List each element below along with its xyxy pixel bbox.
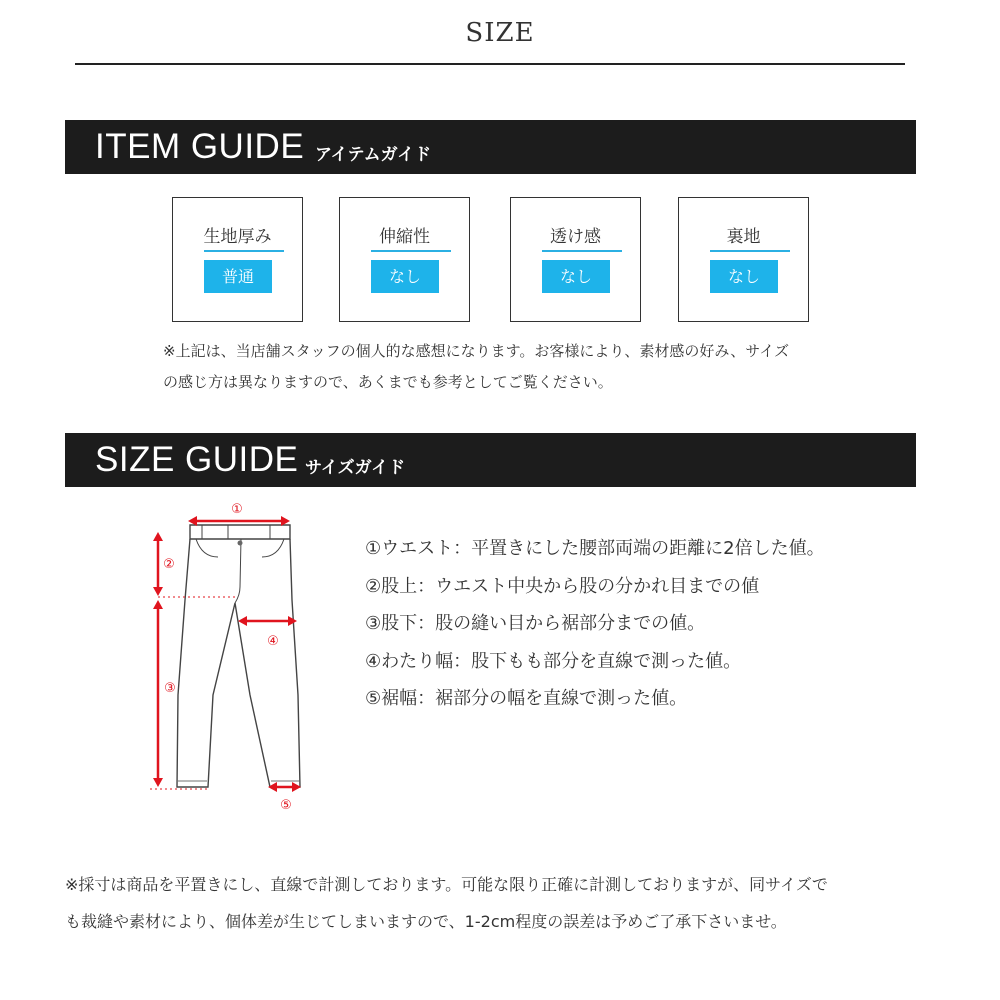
size-item-rise: ②股上：ウエスト中央から股の分かれ目までの値	[365, 575, 760, 597]
size-item-waist: ①ウエスト：平置きにした腰部両端の距離に2倍した値。	[365, 538, 825, 559]
guide-card-stretch	[339, 197, 470, 322]
button-icon	[238, 541, 243, 546]
card-divider	[542, 250, 622, 252]
size-item-hem: ⑤裾幅：裾部分の幅を直線で測った値。	[365, 688, 688, 710]
card-label: 透け感	[550, 227, 601, 247]
item-guide-note-line-2: の感じ方は異なりますので、あくまでも参考としてご覧ください。	[163, 373, 613, 391]
item-guide-subtitle: アイテムガイド	[315, 145, 432, 165]
item-guide-title: ITEM GUIDE	[95, 127, 305, 166]
title-divider	[75, 63, 905, 65]
jeans-measurement-diagram	[140, 495, 315, 820]
card-label: 裏地	[726, 227, 761, 247]
marker-4: ④	[267, 634, 279, 649]
card-value-badge: 普通	[204, 260, 272, 293]
footer-note-line-1: ※採寸は商品を平置きにし、直線で計測しております。可能な限り正確に計測しておりますが、同サイズで	[65, 875, 828, 894]
marker-5: ⑤	[280, 798, 292, 813]
size-item-inseam: ③股下：股の縫い目から裾部分までの値。	[365, 613, 706, 635]
guide-card-lining	[678, 197, 809, 322]
size-guide-subtitle: サイズガイド	[305, 458, 406, 478]
card-divider	[371, 250, 451, 252]
card-label: 伸縮性	[379, 227, 430, 247]
marker-2: ②	[163, 557, 175, 572]
item-guide-banner	[65, 120, 916, 174]
marker-1: ①	[231, 502, 243, 517]
card-label: 生地厚み	[203, 227, 272, 247]
marker-3: ③	[164, 681, 176, 696]
card-value-badge: なし	[371, 260, 439, 293]
card-divider	[710, 250, 790, 252]
waistband-outline	[190, 525, 290, 539]
item-guide-note-line-1: ※上記は、当店舗スタッフの個人的な感想になります。お客様により、素材感の好み、サイズ	[163, 342, 790, 360]
jeans-outline	[177, 539, 300, 787]
size-guide-list	[365, 536, 825, 724]
guide-card-thickness	[172, 197, 303, 322]
page-title: SIZE	[465, 18, 535, 48]
size-item-thigh: ④わたり幅：股下もも部分を直線で測った値。	[365, 650, 742, 672]
guide-card-sheerness	[510, 197, 641, 322]
card-value-badge: なし	[542, 260, 610, 293]
size-guide-banner	[65, 433, 916, 487]
card-divider	[204, 250, 284, 252]
card-value-badge: なし	[710, 260, 778, 293]
size-guide-title: SIZE GUIDE	[95, 440, 299, 479]
footer-note-line-2: も裁縫や素材により、個体差が生じてしまいますので、1-2cm程度の誤差は予めご了承下さいませ。	[65, 912, 787, 931]
